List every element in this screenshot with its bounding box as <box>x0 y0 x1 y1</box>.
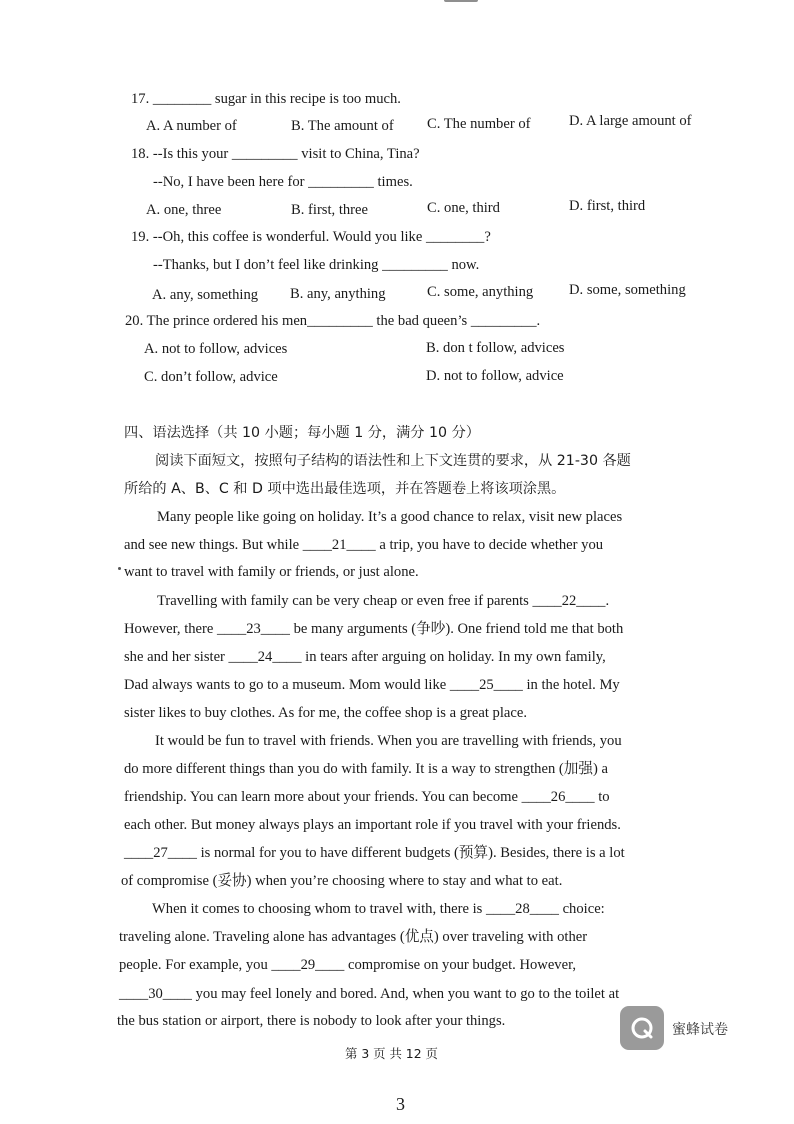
q17-stem: 17. ________ sugar in this recipe is too much. <box>131 91 401 107</box>
passage-line: each other. But money always plays an important role if you travel with your friends. <box>124 817 621 833</box>
passage-line: want to travel with family or friends, or just alone. <box>124 564 419 580</box>
passage-line: friendship. You can learn more about your friends. You can become ____26____ to <box>124 789 610 805</box>
passage-line: ____30____ you may feel lonely and bored. And, when you want to go to the toilet at <box>119 986 620 1002</box>
q20-stem: 20. The prince ordered his men_________ the bad queen’s _________. <box>125 313 541 329</box>
q17-option-c: C. The number of <box>427 116 531 132</box>
passage-line: people. For example, you ____29____ compromise on your budget. However, <box>119 957 577 973</box>
passage-line: ____27____ is normal for you to have different budgets (预算). Besides, there is a lot <box>124 845 625 861</box>
section-instruction-line1: 阅读下面短文，按照句子结构的语法性和上下文连贯的要求，从 21-30 各题 <box>155 453 631 469</box>
q18-option-b: B. first, three <box>291 202 369 218</box>
passage-line: the bus station or airport, there is nobody to look after your things. <box>117 1013 506 1029</box>
q20-option-c: C. don’t follow, advice <box>144 369 278 385</box>
q18-reply: --No, I have been here for _________ times. <box>153 174 413 190</box>
passage-line: Many people like going on holiday. It’s a good chance to relax, visit new places <box>157 509 623 525</box>
q20-option-b: B. don t follow, advices <box>426 340 565 356</box>
q17-option-d: D. A large amount of <box>569 113 692 129</box>
section-instruction-line2: 所给的 A、B、C 和 D 项中选出最佳选项，并在答题卷上将该项涂黑。 <box>124 481 566 497</box>
page-label: 第 3 页 共 12 页 <box>345 1046 438 1061</box>
passage-line: sister likes to buy clothes. As for me, the coffee shop is a great place. <box>124 705 527 721</box>
q17-option-a: A. A number of <box>146 118 237 134</box>
q19-option-c: C. some, anything <box>427 284 534 300</box>
scan-mark <box>444 0 478 2</box>
section-heading: 四、语法选择（共 10 小题；每小题 1 分，满分 10 分） <box>124 425 480 441</box>
q19-stem: 19. --Oh, this coffee is wonderful. Would you like ________? <box>131 229 491 245</box>
passage-line: However, there ____23____ be many arguments (争吵). One friend told me that both <box>124 621 624 637</box>
q18-stem: 18. --Is this your _________ visit to China, Tina? <box>131 146 420 162</box>
page-number: 3 <box>396 1094 405 1114</box>
q19-reply: --Thanks, but I don’t feel like drinking _________ now. <box>153 257 480 273</box>
passage-line: and see new things. But while ____21____ a trip, you have to decide whether you <box>124 537 604 553</box>
q17-option-b: B. The amount of <box>291 118 394 134</box>
scan-speck <box>118 567 121 570</box>
q20-option-d: D. not to follow, advice <box>426 368 564 384</box>
passage-line: do more different things than you do with family. It is a way to strengthen (加强) a <box>124 761 608 777</box>
q18-option-a: A. one, three <box>146 202 222 218</box>
passage-line: Dad always wants to go to a museum. Mom would like ____25____ in the hotel. My <box>124 677 620 693</box>
q19-option-d: D. some, something <box>569 282 686 298</box>
passage-line: When it comes to choosing whom to travel with, there is ____28____ choice: <box>152 901 605 917</box>
q18-option-d: D. first, third <box>569 198 646 214</box>
passage-line: of compromise (妥协) when you’re choosing where to stay and what to eat. <box>121 873 563 889</box>
passage-line: Travelling with family can be very cheap or even free if parents ____22____. <box>157 593 610 609</box>
q18-option-c: C. one, third <box>427 200 500 216</box>
q19-option-b: B. any, anything <box>290 286 386 302</box>
passage-line: It would be fun to travel with friends. When you are travelling with friends, you <box>155 733 622 749</box>
bee-logo-icon <box>620 1006 664 1050</box>
q19-option-a: A. any, something <box>152 287 259 303</box>
passage-line: traveling alone. Traveling alone has advantages (优点) over traveling with other <box>119 929 588 945</box>
q20-option-a: A. not to follow, advices <box>144 341 288 357</box>
passage-line: she and her sister ____24____ in tears after arguing on holiday. In my own family, <box>124 649 606 665</box>
brand-name: 蜜蜂试卷 <box>672 1022 728 1038</box>
